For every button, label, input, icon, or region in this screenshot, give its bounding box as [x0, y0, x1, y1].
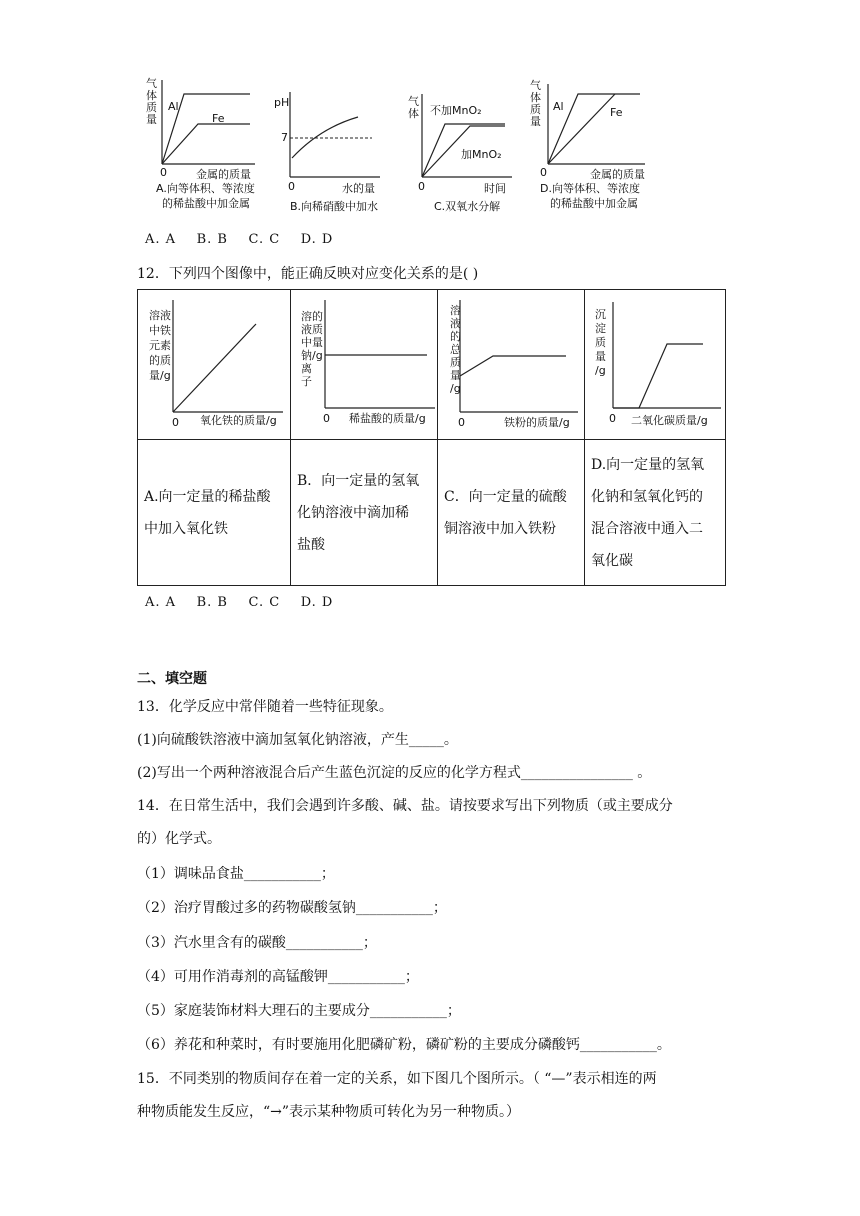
- section-heading: 二、填空题: [137, 671, 207, 687]
- q12-a-xlabel: 氧化铁的质量/g: [200, 414, 277, 427]
- q11-d-origin: 0: [540, 166, 547, 179]
- q13-stem: 13．化学反应中常伴随着一些特征现象。: [137, 699, 393, 715]
- q12-d-origin: 0: [609, 412, 616, 425]
- q11-d-xlabel: 金属的质量: [590, 168, 645, 181]
- q11-c-line1: 不加MnO₂: [430, 104, 482, 117]
- q12-b-xlabel: 稀盐酸的质量/g: [349, 412, 426, 425]
- q11-a-caption-1: A.向等体积、等浓度: [156, 182, 255, 195]
- q11-d-fe: Fe: [610, 106, 623, 119]
- q14-item-4: （4）可用作消毒剂的高锰酸钾___________；: [137, 969, 419, 985]
- q12-desc-b: B．向一定量的氢氧 化钠溶液中滴加稀 盐酸: [291, 440, 438, 586]
- q14-item-1: （1）调味品食盐___________；: [137, 866, 335, 882]
- q11-graph-b: [290, 92, 380, 177]
- q11-b-ylabel: pH: [274, 96, 290, 109]
- q11-c-ylabel: 气 体: [408, 95, 419, 120]
- q12-graph-c-cell: [438, 290, 585, 440]
- q11-b-caption: B.向稀硝酸中加水: [290, 200, 379, 213]
- q11-c-origin: 0: [418, 180, 425, 193]
- q11-d-caption-2: 的稀盐酸中加金属: [550, 197, 638, 210]
- q12-graph-a-cell: [138, 290, 291, 440]
- q12-table: [137, 289, 726, 586]
- q11-a-ylabel: 气 体 质 量: [146, 77, 157, 126]
- q15-stem-2: 种物质能发生反应，“→”表示某种物质可转化为另一种物质。）: [137, 1104, 521, 1120]
- q12-stem: 12．下列四个图像中，能正确反映对应变化关系的是( ): [137, 266, 479, 282]
- q11-a-origin: 0: [160, 166, 167, 179]
- q13-item-2: (2)写出一个两种溶液混合后产生蓝色沉淀的反应的化学方程式________________ 。: [137, 765, 652, 781]
- q11-c-xlabel: 时间: [484, 182, 506, 195]
- q12-desc-d: D.向一定量的氢氧 化钠和氢氧化钙的 混合溶液中通入二 氧化碳: [585, 440, 726, 586]
- q12-b-ylabel: 溶的 液质 中量 钠/g 离 子: [301, 310, 323, 388]
- q11-a-fe: Fe: [212, 112, 225, 125]
- q12-c-ylabel: 溶 液 的 总 质 量 /g: [450, 304, 461, 395]
- q12-c-origin: 0: [458, 416, 465, 429]
- q12-d-xlabel: 二氧化碳质量/g: [631, 414, 708, 427]
- q14-item-2: （2）治疗胃酸过多的药物碳酸氢钠___________；: [137, 900, 447, 916]
- q12-graph-b-cell: [291, 290, 438, 440]
- q12-b-origin: 0: [323, 412, 330, 425]
- q11-c-line2: 加MnO₂: [461, 148, 502, 161]
- q12-a-ylabel: 溶液 中铁 元素 的质 量/g: [149, 309, 171, 382]
- q14-item-6: （6）养花和种菜时，有时要施用化肥磷矿粉，磷矿粉的主要成分磷酸钙___________。: [137, 1037, 671, 1053]
- q14-item-3: （3）汽水里含有的碳酸___________；: [137, 935, 377, 951]
- q11-a-xlabel: 金属的质量: [196, 168, 251, 181]
- q11-b-xlabel: 水的量: [342, 182, 375, 195]
- q11-b-tick: 7: [281, 131, 288, 144]
- q14-item-5: （5）家庭装饰材料大理石的主要成分___________；: [137, 1003, 461, 1019]
- q12-desc-c: C．向一定量的硫酸 铜溶液中加入铁粉: [438, 440, 585, 586]
- q11-b-origin: 0: [288, 180, 295, 193]
- q11-a-caption-2: 的稀盐酸中加金属: [162, 197, 250, 210]
- q11-options: A. A B. B C. C D. D: [145, 232, 334, 247]
- q12-d-ylabel: 沉 淀 质 量 /g: [595, 308, 606, 377]
- q11-d-ylabel: 气 体 质 量: [530, 79, 541, 128]
- q11-graph-d: [548, 84, 645, 164]
- q11-d-caption-1: D.向等体积、等浓度: [540, 182, 640, 195]
- q15-stem-1: 15．不同类别的物质间存在着一定的关系，如下图几个图所示。（ “—”表示相连的两: [137, 1071, 657, 1087]
- q11-c-caption: C.双氧水分解: [434, 200, 501, 213]
- q12-options: A. A B. B C. C D. D: [145, 595, 334, 610]
- q12-desc-a: A.向一定量的稀盐酸 中加入氧化铁: [138, 440, 291, 586]
- q11-a-al: Al: [168, 100, 179, 113]
- q14-stem-1: 14．在日常生活中，我们会遇到许多酸、碱、盐。请按要求写出下列物质（或主要成分: [137, 798, 673, 814]
- q14-stem-2: 的）化学式。: [137, 831, 221, 847]
- q13-item-1: (1)向硫酸铁溶液中滴加氢氧化钠溶液，产生_____。: [137, 732, 458, 748]
- q12-c-xlabel: 铁粉的质量/g: [504, 416, 570, 429]
- q12-a-origin: 0: [172, 416, 179, 429]
- q12-graph-d-cell: [585, 290, 726, 440]
- q11-d-al: Al: [553, 100, 564, 113]
